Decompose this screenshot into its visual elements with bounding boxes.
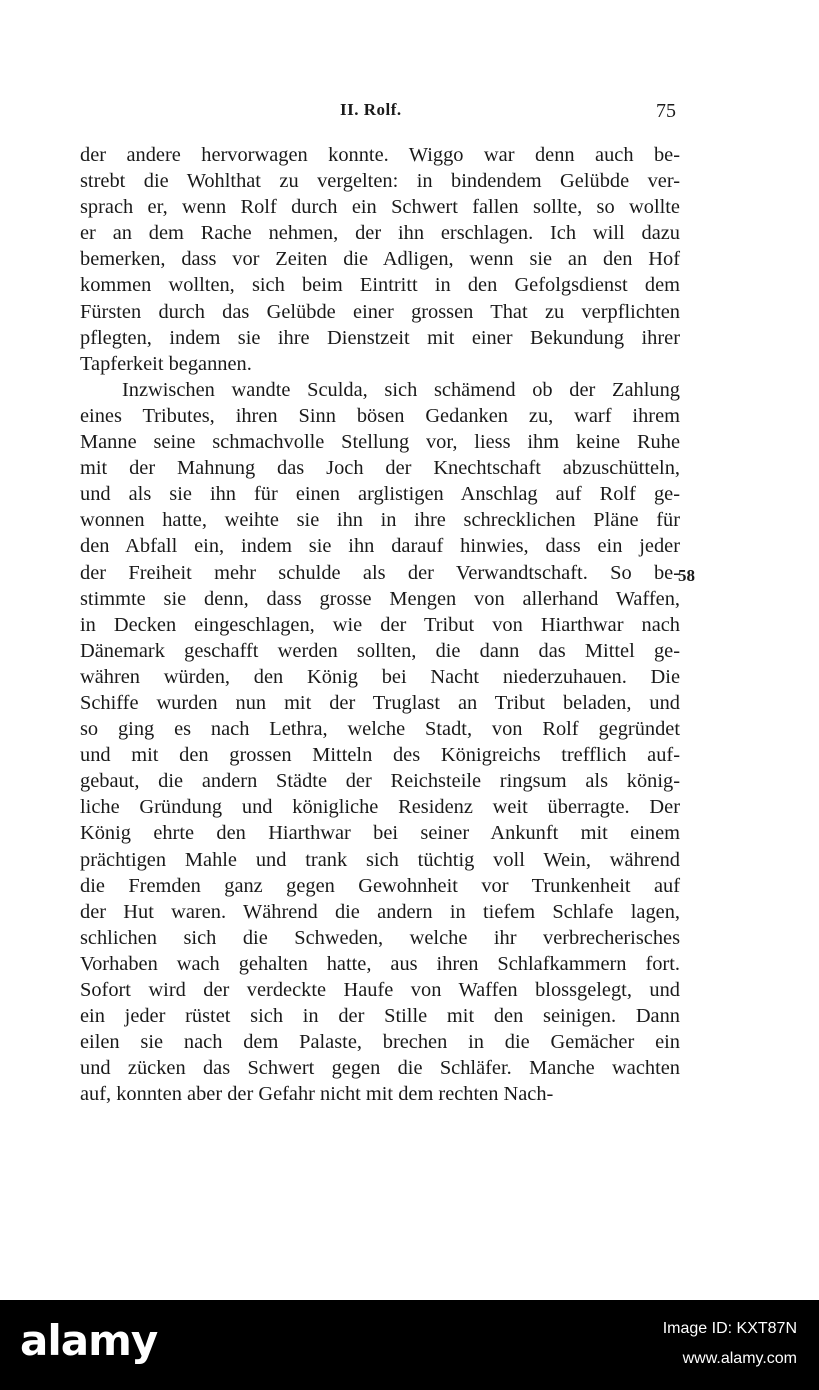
text-line: Schiffe wurden nun mit der Truglast an Tribut beladen, und bbox=[80, 691, 680, 714]
text-line: Fürsten durch das Gelübde einer grossen That zu verpflichten bbox=[80, 300, 680, 323]
text-line: in Decken eingeschlagen, wie der Tribut von Hiarthwar nach bbox=[80, 613, 680, 636]
text-line: Dänemark geschafft werden sollten, die dann das Mittel ge- bbox=[80, 639, 680, 662]
text-line: eilen sie nach dem Palaste, brechen in die Gemächer ein bbox=[80, 1031, 680, 1054]
text-line: pflegten, indem sie ihre Dienstzeit mit einer Bekundung ihrer bbox=[80, 326, 680, 349]
text-line: König ehrte den Hiarthwar bei seiner Ankunft mit einem bbox=[80, 822, 680, 845]
text-line: liche Gründung und königliche Residenz weit überragte. Der bbox=[80, 796, 680, 819]
watermark-footer bbox=[0, 1300, 819, 1390]
text-line: Inzwischen wandte Sculda, sich schämend ob der Zahlung bbox=[122, 378, 680, 401]
text-line: kommen wollten, sich beim Eintritt in den Gefolgsdienst dem bbox=[80, 274, 680, 297]
text-line: schlichen sich die Schweden, welche ihr verbrecherisches bbox=[80, 926, 680, 949]
alamy-logo: alamy bbox=[20, 1316, 158, 1365]
text-line: der andere hervorwagen konnte. Wiggo war denn auch be- bbox=[80, 144, 680, 166]
text-line: er an dem Rache nehmen, der ihn erschlagen. Ich will dazu bbox=[80, 222, 680, 245]
body-text bbox=[80, 142, 680, 1107]
text-line: auf, konnten aber der Gefahr nicht mit dem rechten Nach- bbox=[80, 1083, 554, 1106]
text-line: gebaut, die andern Städte der Reichsteile ringsum als könig- bbox=[80, 770, 680, 793]
chapter-title: II. Rolf. bbox=[340, 100, 402, 119]
text-line: Sofort wird der verdeckte Haufe von Waffen blossgelegt, und bbox=[80, 979, 680, 1001]
text-line: Vorhaben wach gehalten hatte, aus ihren Schlafkammern fort. bbox=[80, 952, 680, 975]
text-line: Manne seine schmachvolle Stellung vor, liess ihm keine Ruhe bbox=[80, 431, 680, 454]
text-line: ein jeder rüstet sich in der Stille mit den seinigen. Dann bbox=[80, 1005, 680, 1028]
text-line: prächtigen Mahle und trank sich tüchtig voll Wein, während bbox=[80, 848, 680, 871]
text-line: eines Tributes, ihren Sinn bösen Gedanken zu, warf ihrem bbox=[80, 404, 680, 427]
text-line: stimmte sie denn, dass grosse Mengen von allerhand Waffen, bbox=[80, 587, 680, 610]
text-line: den Abfall ein, indem sie ihn darauf hinwies, dass ein jeder bbox=[80, 535, 680, 558]
text-line: währen würden, den König bei Nacht niederzuhauen. Die bbox=[80, 665, 680, 688]
page-number: 75 bbox=[656, 100, 676, 122]
text-line: bemerken, dass vor Zeiten die Adligen, wenn sie an den Hof bbox=[80, 248, 680, 271]
text-line: und zücken das Schwert gegen die Schläfer. Manche wachten bbox=[80, 1057, 680, 1080]
image-id: Image ID: KXT87N bbox=[662, 1320, 797, 1337]
text-line: strebt die Wohlthat zu vergelten: in bindendem Gelübde ver- bbox=[80, 170, 680, 193]
text-line: die Fremden ganz gegen Gewohnheit vor Trunkenheit auf bbox=[80, 874, 680, 897]
text-line: der Freiheit mehr schulde als der Verwandtschaft. So be- bbox=[80, 561, 680, 584]
margin-page-number: 58 bbox=[678, 566, 695, 585]
text-line: so ging es nach Lethra, welche Stadt, von Rolf gegründet bbox=[80, 718, 680, 741]
text-line: und mit den grossen Mitteln des Königreichs trefflich auf- bbox=[80, 744, 680, 767]
text-line: der Hut waren. Während die andern in tiefem Schlafe lagen, bbox=[80, 900, 680, 923]
site-url: www.alamy.com bbox=[682, 1350, 797, 1367]
text-line: Tapferkeit begannen. bbox=[80, 352, 252, 375]
text-line: mit der Mahnung das Joch der Knechtschaft abzuschütteln, bbox=[80, 457, 680, 480]
text-line: wonnen hatte, weihte sie ihn in ihre schrecklichen Pläne für bbox=[80, 509, 680, 532]
text-line: sprach er, wenn Rolf durch ein Schwert fallen sollte, so wollte bbox=[80, 196, 680, 219]
text-line: und als sie ihn für einen arglistigen Anschlag auf Rolf ge- bbox=[80, 483, 680, 506]
